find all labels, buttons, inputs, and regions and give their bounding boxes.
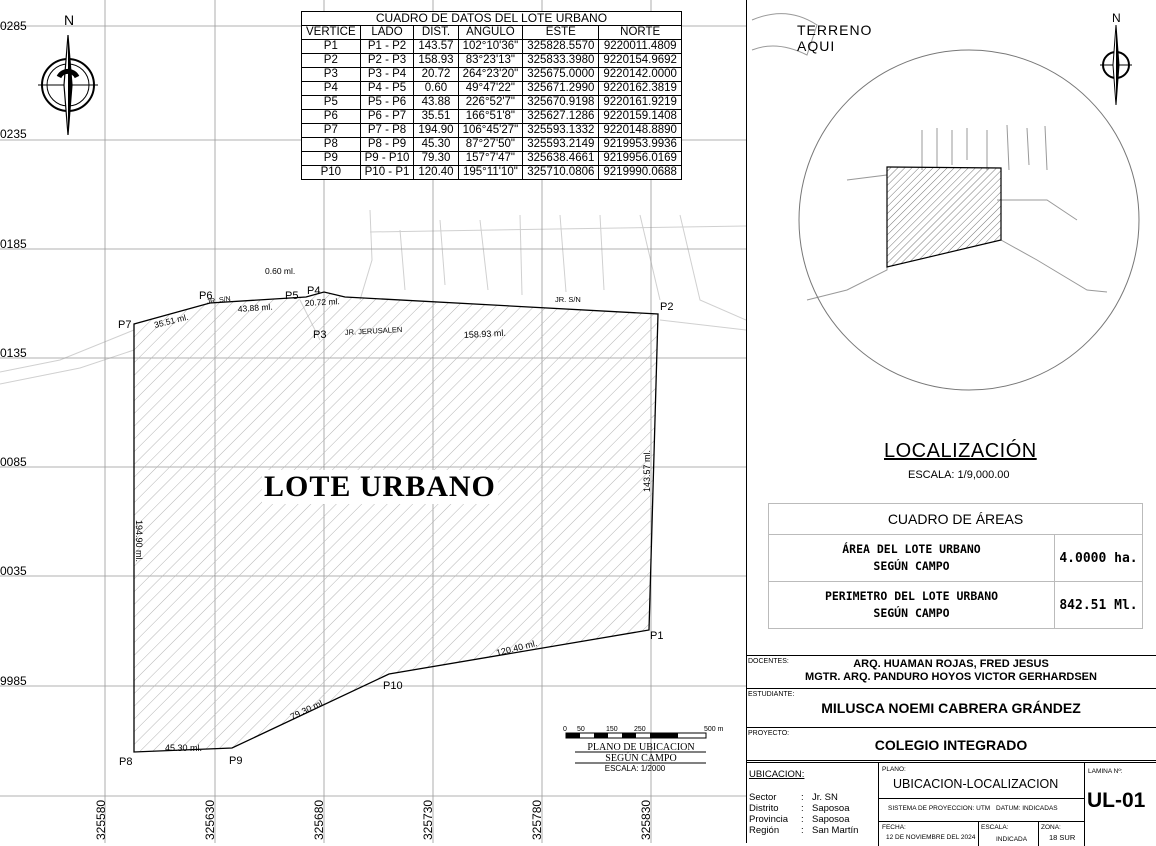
table-cell: P3 [302,68,361,82]
table-cell: P1 - P2 [360,40,414,54]
fecha-label: FECHA: [882,824,906,831]
ubicacion-value: Saposoa [812,803,850,814]
table-header: LADO [360,26,414,40]
location-map [747,0,1156,430]
table-cell: 325593.2149 [523,138,599,152]
table-row [302,110,682,124]
perimetro-value: 842.51 Ml. [1059,597,1138,613]
table-row [302,82,682,96]
side-label-p9p10: 79.30 ml. [288,697,327,722]
grid-label-y: 9985 [0,674,27,688]
grid-label-y: 0035 [0,564,27,578]
side-label-p10p1: 120.40 ml. [495,638,539,658]
vertex-p3: P3 [313,329,327,341]
proyecto-label: PROYECTO: [748,730,790,737]
fecha-value: 12 DE NOVIEMBRE DEL 2024 [886,834,976,841]
grid-label-y: 0285 [0,19,27,33]
table-cell: 226°52'7" [458,96,523,110]
table-cell: P10 - P1 [360,166,414,180]
area-label-2: SEGÚN CAMPO [873,559,950,573]
scale-tick-50: 50 [577,726,585,733]
table-cell: 120.40 [414,166,458,180]
grid-label-y: 0235 [0,127,27,141]
table-cell: 195°11'10" [458,166,523,180]
terreno-label-2: AQUI [797,38,836,54]
table-header: VERTICE [302,26,361,40]
lamina-value: UL-01 [1087,789,1146,812]
scale-title-1: PLANO DE UBICACION [587,742,695,753]
scale-escala: ESCALA: 1/2000 [604,764,666,773]
areas-row-perimetro [769,582,1142,628]
grid-label-y: 0185 [0,237,27,251]
ubicacion-value: Saposoa [812,814,850,825]
estudiante-block [746,688,1156,728]
ubicacion-key: Distrito [749,803,779,814]
table-cell: 143.57 [414,40,458,54]
table-cell: P2 - P3 [360,54,414,68]
table-cell: 102°10'36" [458,40,523,54]
vertex-p2: P2 [660,301,674,313]
grid-label-x: 325680 [312,799,326,840]
table-cell: 9219990.0688 [599,166,682,180]
table-cell: 45.30 [414,138,458,152]
docente-2: MGTR. ARQ. PANDURO HOYOS VICTOR GERHARDSEN [805,671,1097,683]
table-cell: 325675.0000 [523,68,599,82]
street-label-2: JR. S/N [555,295,581,304]
table-cell: P10 [302,166,361,180]
side-label-p6p7: 35.51 ml. [153,311,190,330]
table-cell: 9220011.4809 [599,40,682,54]
lamina-cell [1084,763,1156,846]
table-row [302,40,682,54]
terreno-label-1: TERRENO [797,22,873,38]
table-cell: 325828.5570 [523,40,599,54]
table-cell: 325670.9198 [523,96,599,110]
table-cell: 325593.1332 [523,124,599,138]
localizacion-title: LOCALIZACIÓN [884,440,1037,462]
grid-label-x: 325630 [203,799,217,840]
table-cell: P9 - P10 [360,152,414,166]
datos-lote-table [301,11,682,180]
table-cell: 35.51 [414,110,458,124]
ubicacion-key: Sector [749,792,777,803]
estudiante-name: MILUSCA NOEMI CABRERA GRÁNDEZ [821,700,1081,716]
table-caption: CUADRO DE DATOS DEL LOTE URBANO [302,12,682,26]
table-cell: 9220161.9219 [599,96,682,110]
street-label-jerusalen: JR. JERUSALEN [344,324,403,337]
ubicacion-value: San Martín [812,825,859,836]
table-cell: 9220159.1408 [599,110,682,124]
perimetro-label [769,582,1055,628]
docente-1: ARQ. HUAMAN ROJAS, FRED JESUS [853,658,1049,670]
table-cell: 9220142.0000 [599,68,682,82]
side-label-p3p4: 20.72 ml. [304,296,341,308]
table-cell: 9220154.9692 [599,54,682,68]
table-cell: P8 - P9 [360,138,414,152]
table-cell: 83°23'13" [458,54,523,68]
table-cell: 9220148.8890 [599,124,682,138]
lamina-label: LAMINA Nº: [1088,768,1123,775]
table-cell: P4 - P5 [360,82,414,96]
north-arrow-icon [38,35,98,135]
table-cell: 166°51'8" [458,110,523,124]
table-row [302,166,682,180]
docentes-block [746,655,1156,689]
table-cell: 325710.0806 [523,166,599,180]
table-row [302,54,682,68]
location-north-arrow-icon [1100,25,1132,105]
table-cell: 106°45'27" [458,124,523,138]
table-cell: P9 [302,152,361,166]
scale-tick-150: 150 [606,726,618,733]
table-cell: 9219953.9936 [599,138,682,152]
proyecto-block [746,727,1156,761]
area-value: 4.0000 ha. [1059,550,1138,566]
table-cell: P5 - P6 [360,96,414,110]
vertex-p6: P6 [199,290,213,302]
areas-row-area [769,535,1142,582]
perimetro-label-1: PERIMETRO DEL LOTE URBANO [824,589,999,603]
table-cell: 325833.3980 [523,54,599,68]
grid-label-x: 325780 [530,799,544,840]
table-cell: 158.93 [414,54,458,68]
ubicacion-keys [749,792,788,836]
perimetro-label-2: SEGÚN CAMPO [873,606,950,620]
grid-label-x: 325730 [421,799,435,840]
scale-tick-0: 0 [563,726,567,733]
table-cell: 325638.4661 [523,152,599,166]
zona-value: 18 SUR [1049,833,1076,842]
localizacion-scale: ESCALA: 1/9,000.00 [908,469,1010,481]
street-label-1: JR. S/N [206,295,232,306]
vertex-p4: P4 [307,285,321,297]
ubicacion-key: Provincia [749,814,789,825]
vertex-p8: P8 [119,756,133,768]
escala-value: INDICADA [996,836,1028,843]
table-cell: 264°23'20" [458,68,523,82]
table-cell: P4 [302,82,361,96]
table-row [302,96,682,110]
table-cell: 20.72 [414,68,458,82]
table-header: DIST. [414,26,458,40]
ubicacion-label: UBICACION: [749,769,805,780]
proyecto-name: COLEGIO INTEGRADO [874,737,1028,753]
areas-title: CUADRO DE ÁREAS [769,504,1142,535]
table-cell: P3 - P4 [360,68,414,82]
side-label-p2p3: 158.93 ml. [463,327,507,340]
table-row [302,138,682,152]
table-cell: 325627.1286 [523,110,599,124]
side-label-p5p6: 43.88 ml. [237,301,274,314]
ubicacion-colons: : : : : [801,792,804,836]
table-cell: 194.90 [414,124,458,138]
scale-tick-250: 250 [634,726,646,733]
vertex-p1: P1 [650,630,664,642]
area-label-1: ÁREA DEL LOTE URBANO [842,542,981,556]
table-row [302,68,682,82]
table-cell: 49°47'22" [458,82,523,96]
scale-title-2: SEGÚN CAMPO [605,753,677,764]
ubicacion-value: Jr. SN [812,792,838,803]
lote-urbano-title: LOTE URBANO [264,470,496,503]
plano-cell [878,763,1085,846]
grid-label-y: 0085 [0,455,27,469]
table-cell: P6 [302,110,361,124]
table-cell: P7 - P8 [360,124,414,138]
table-cell: 43.88 [414,96,458,110]
table-cell: P1 [302,40,361,54]
table-row [302,152,682,166]
table-header: ESTE [523,26,599,40]
table-cell: P6 - P7 [360,110,414,124]
ubicacion-key: Región [749,825,780,836]
table-cell: 157°7'47" [458,152,523,166]
table-cell: P8 [302,138,361,152]
scale-tick-500: 500 m [704,726,724,733]
grid-label-y: 0135 [0,346,27,360]
plano-name: UBICACION-LOCALIZACION [893,777,1059,791]
table-cell: P5 [302,96,361,110]
estudiante-label: ESTUDIANTE: [748,691,795,698]
location-lote [887,167,1001,267]
table-row [302,124,682,138]
table-header: ANGULO [458,26,523,40]
table-cell: 325671.2990 [523,82,599,96]
area-label [769,535,1055,581]
vertex-p10: P10 [383,680,403,692]
ubicacion-values [812,792,858,836]
table-cell: P7 [302,124,361,138]
table-header: NORTE [599,26,682,40]
side-label-p1p2: 143.57 ml. [642,449,652,492]
table-cell: 9220162.3819 [599,82,682,96]
sistema-proyeccion: SISTEMA DE PROYECCION: UTM [888,805,991,812]
cuadro-areas [768,503,1143,629]
grid-label-x: 325580 [94,799,108,840]
side-label-p7p8: 194.90 ml. [134,520,144,563]
table-cell: P2 [302,54,361,68]
info-block [746,760,1156,846]
side-label-p8p9: 45.30 ml. [165,743,203,753]
vertex-p5: P5 [285,290,299,302]
table-cell: 0.60 [414,82,458,96]
table-cell: 9219956.0169 [599,152,682,166]
location-north-letter: N [1112,11,1121,25]
table-cell: 87°27'50" [458,138,523,152]
grid-label-x: 325830 [639,799,653,840]
zona-label: ZONA: [1041,824,1061,831]
escala-label: ESCALA: [981,824,1009,831]
docentes-label: DOCENTES: [748,658,789,665]
plano-label: PLANO: [882,766,906,773]
north-letter: N [64,12,75,28]
side-label-p4p5: 0.60 ml. [265,266,296,276]
datum: DATUM: INDICADAS [996,805,1058,812]
vertex-p7: P7 [118,319,132,331]
table-cell: 79.30 [414,152,458,166]
vertex-p9: P9 [229,755,243,767]
